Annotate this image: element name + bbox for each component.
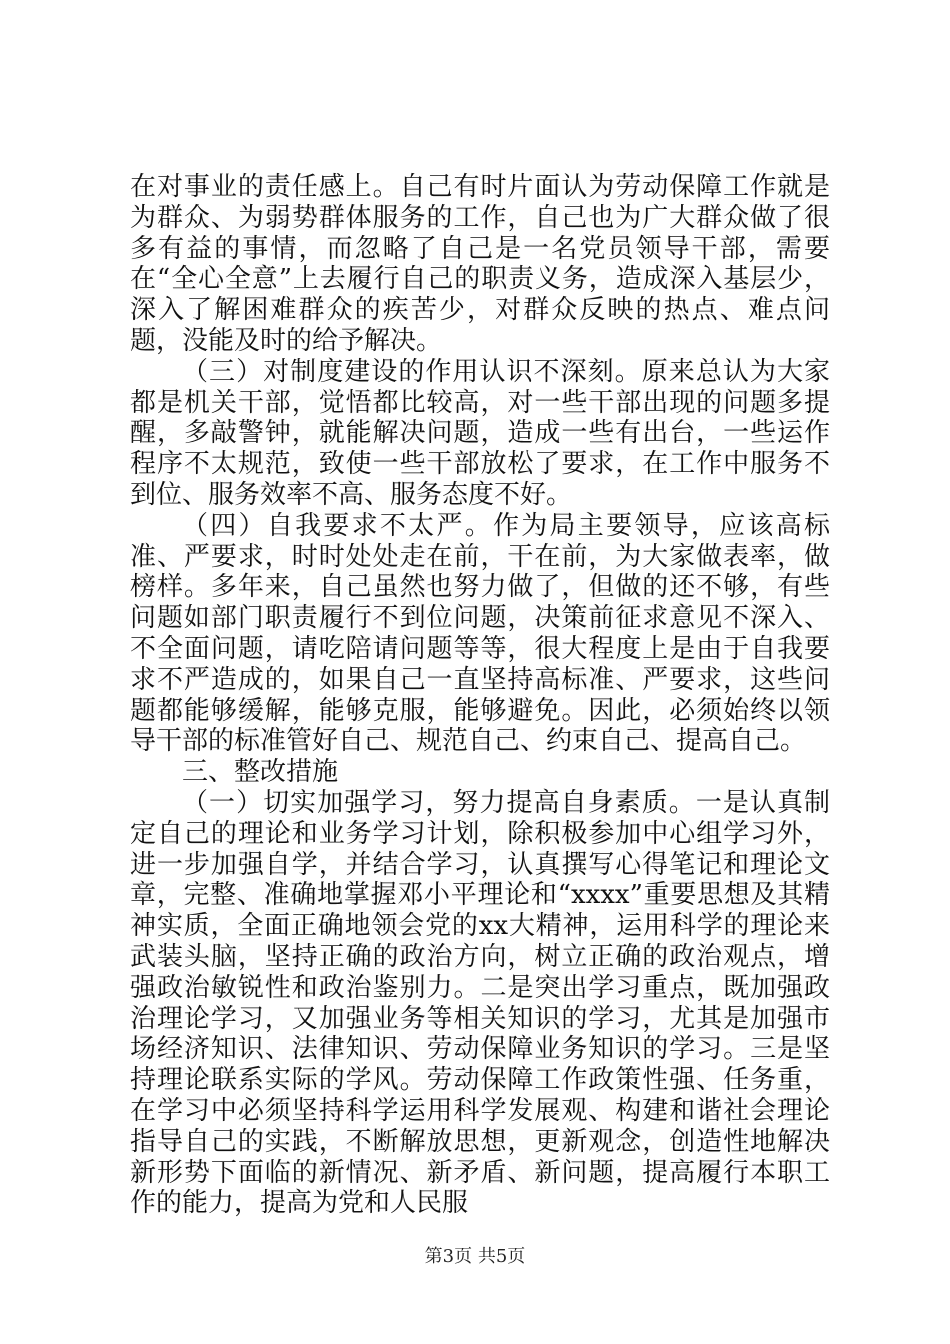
paragraph-measure-one: （一）切实加强学习，努力提高自身素质。一是认真制定自己的理论和业务学习计划，除积极参加中心组学习外，进一步加强自学，并结合学习，认真撰写心得笔记和理论文章，完整、准确地掌握邓小平理论和“xxxx”重要思想及其精神实质，全面正确地领会党的xx大精神，运用科学的理论来武装头脑，坚持正确的政治方向，树立正确的政治观点，增强政治敏锐性和政治鉴别力。二是突出学习重点，既加强政治理论学习，又加强业务等相关知识的学习，尤其是加强市场经济知识、法律知识、劳动保障业务知识的学习。三是坚持理论联系实际的学风。劳动保障工作政策性强、任务重，在学习中必须坚持科学运用科学发展观、构建和谐社会理论指导自己的实践，不断解放思想，更新观念，创造性地解决新形势下面临的新情况、新矛盾、新问题，提高履行本职工作的能力，提高为党和人民服 — [130, 787, 830, 1219]
paragraph-section-four: （四）自我要求不太严。作为局主要领导，应该高标准、严要求，时时处处走在前，干在前，为大家做表率，做榜样。多年来，自己虽然也努力做了，但做的还不够，有些问题如部门职责履行不到位问题，决策前征求意见不深入、不全面问题，请吃陪请问题等等，很大程度上是由于自我要求不严造成的，如果自己一直坚持高标准、严要求，这些问题都能够缓解，能够克服，能够避免。因此，必须始终以领导干部的标准管好自己、规范自己、约束自己、提高自己。 — [130, 510, 830, 757]
paragraph-section-three: （三）对制度建设的作用认识不深刻。原来总认为大家都是机关干部，觉悟都比较高，对一些干部出现的问题多提醒，多敲警钟，就能解决问题，造成一些有出台，一些运作程序不太规范，致使一些干部放松了要求，在工作中服务不到位、服务效率不高、服务态度不好。 — [130, 356, 830, 510]
document-page — [130, 172, 830, 1219]
page-footer: 第3页 共5页 — [424, 1246, 526, 1267]
section-heading-rectification: 三、整改措施 — [182, 757, 339, 788]
paragraph-continuation: 在对事业的责任感上。自己有时片面认为劳动保障工作就是为群众、为弱势群体服务的工作，自己也为广大群众做了很多有益的事情，而忽略了自己是一名党员领导干部，需要在“全心全意”上去履行自己的职责义务，造成深入基层少，深入了解困难群众的疾苦少，对群众反映的热点、难点问题，没能及时的给予解决。 — [130, 172, 830, 356]
